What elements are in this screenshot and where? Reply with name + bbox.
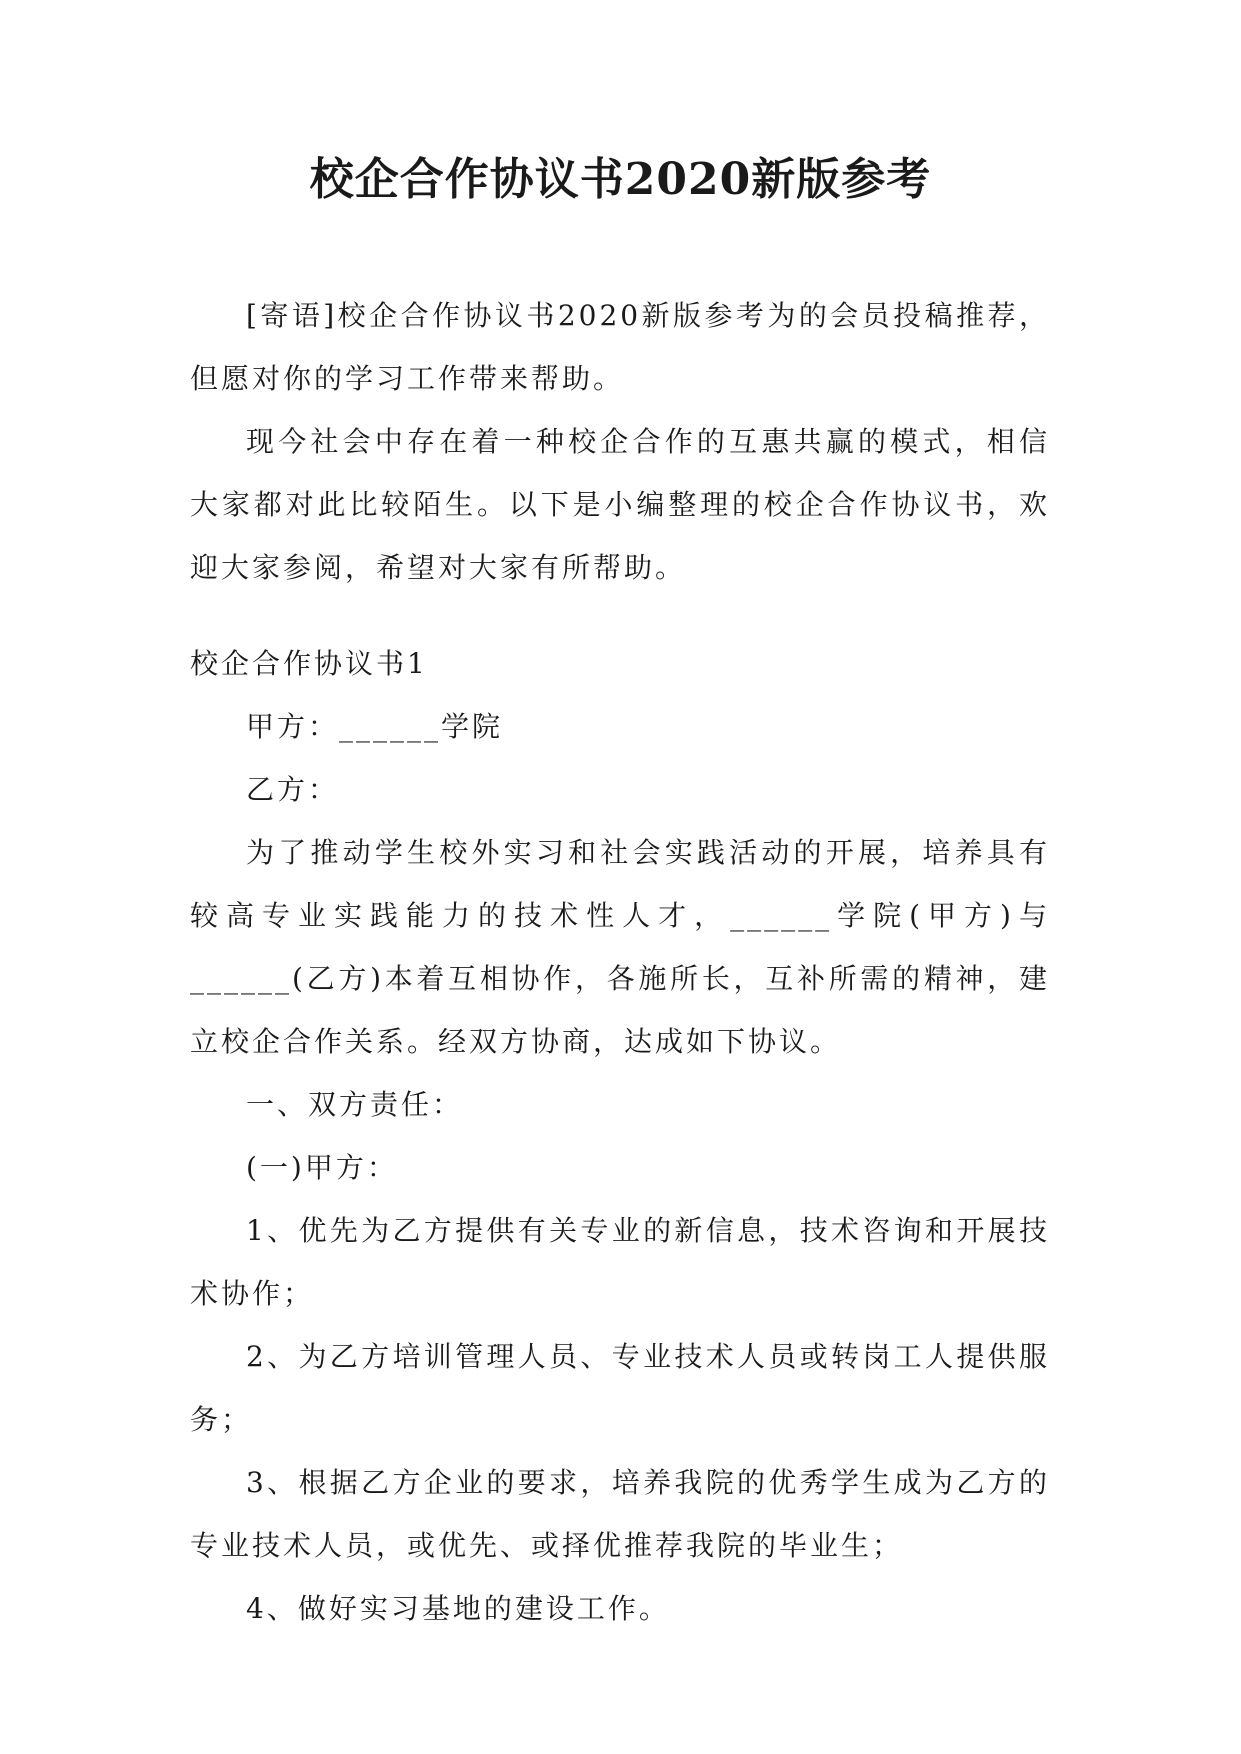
section-heading: 校企合作协议书1 [190, 647, 428, 680]
document-title: 校企合作协议书2020新版参考 [309, 154, 932, 205]
intro-paragraph: 现今社会中存在着一种校企合作的互惠共赢的模式，相信大家都对此比较陌生。以下是小编整理的校企合作协议书，欢迎大家参阅，希望对大家有所帮助。 [190, 425, 1050, 584]
clause-item: 4、做好实习基地的建设工作。 [246, 1592, 670, 1625]
clause-heading: 一、双方责任： [246, 1088, 464, 1121]
purpose-paragraph: 为了推动学生校外实习和社会实践活动的开展，培养具有较高专业实践能力的技术性人才，______学院(甲方)与______(乙方)本着互相协作，各施所长，互补所需的精神，建立校企合作关系。经双方协商，达成如下协议。 [190, 836, 1050, 1058]
preface-paragraph: [寄语]校企合作协议书2020新版参考为的会员投稿推荐，但愿对你的学习工作带来帮助。 [190, 299, 1050, 395]
party-a-line: 甲方：______学院 [246, 710, 504, 743]
clause-item: 2、为乙方培训管理人员、专业技术人员或转岗工人提供服务； [190, 1340, 1050, 1436]
document-body [190, 284, 1050, 1640]
clause-item: 3、根据乙方企业的要求，培养我院的优秀学生成为乙方的专业技术人员，或优先、或择优推荐我院的毕业生； [190, 1466, 1050, 1562]
clause-item: 1、优先为乙方提供有关专业的新信息，技术咨询和开展技术协作； [190, 1214, 1050, 1310]
subclause-heading: (一)甲方： [246, 1151, 398, 1184]
party-b-line: 乙方： [246, 773, 340, 806]
